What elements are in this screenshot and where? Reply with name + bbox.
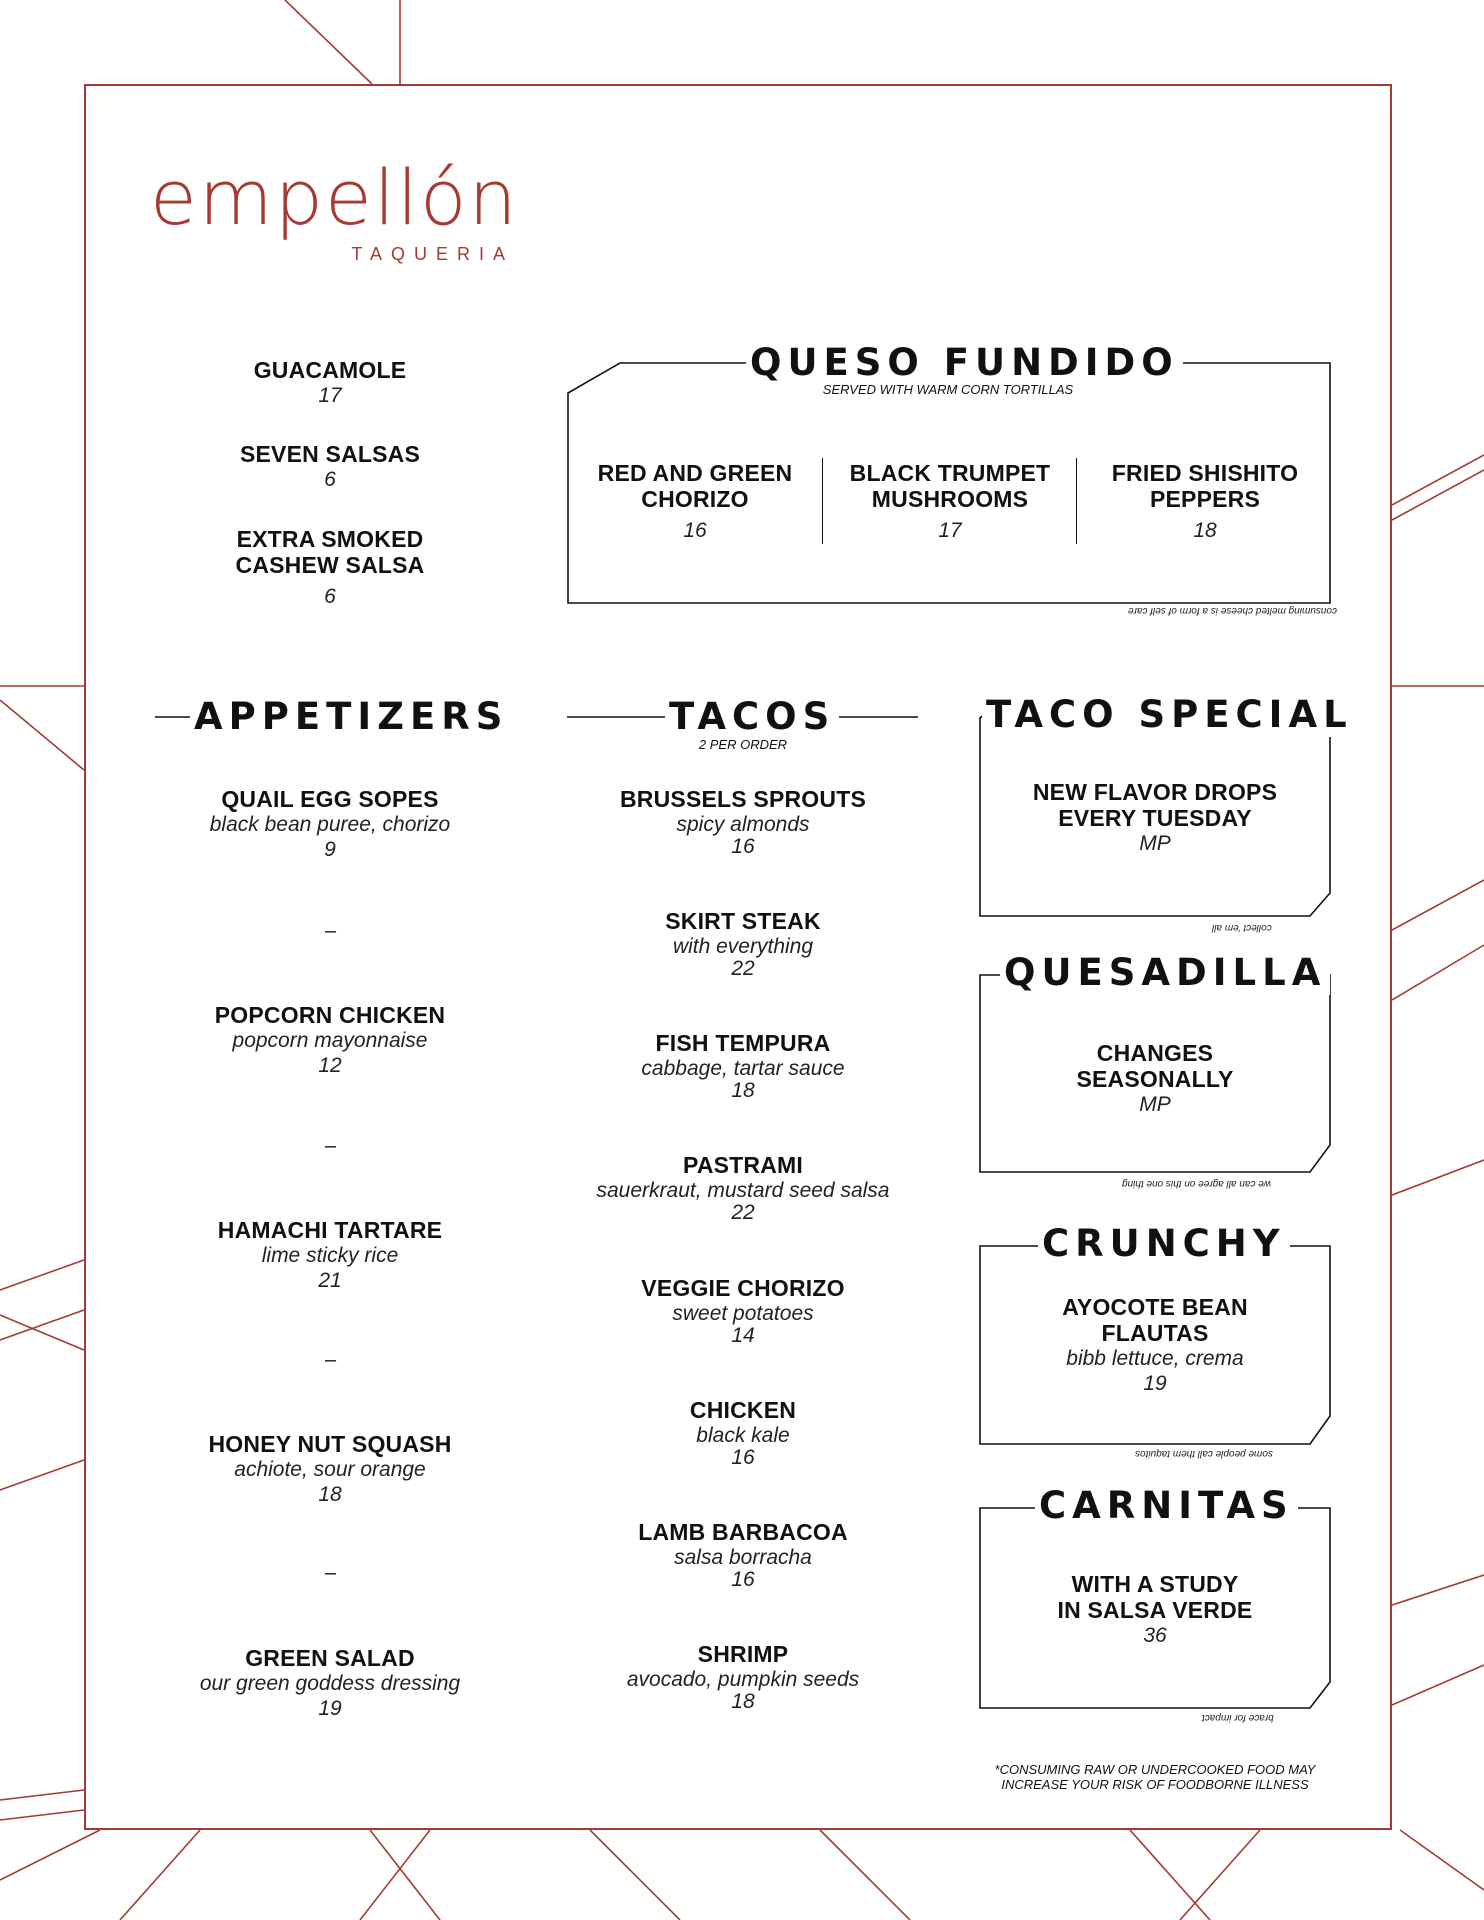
queso-item (845, 460, 1055, 543)
crunchy-title: CRUNCHY (1038, 1222, 1290, 1266)
appetizer-separator: – (325, 920, 337, 942)
taco-item (573, 908, 913, 981)
queso-fundido-title: QUESO FUNDIDO (746, 341, 1183, 385)
appetizer-item (170, 1217, 490, 1293)
queso-divider (822, 458, 823, 544)
item-price: 21 (318, 1269, 342, 1292)
taco-item (573, 1030, 913, 1103)
item-price: 19 (1143, 1372, 1167, 1395)
item-description: achiote, sour orange (234, 1458, 426, 1481)
appetizer-separator: – (325, 1562, 337, 1584)
item-name: SEVEN SALSAS (239, 441, 421, 467)
queso-item (590, 460, 800, 543)
appetizer-item (170, 1645, 490, 1721)
item-name: BRUSSELS SPROUTS (619, 786, 866, 812)
item-price: 16 (683, 519, 707, 542)
tacos-subtitle: 2 PER ORDER (698, 737, 788, 752)
item-description: lime sticky rice (261, 1244, 399, 1267)
item-price: 18 (318, 1483, 342, 1506)
item-name: VEGGIE CHORIZO (641, 1275, 845, 1301)
item-name: GREEN SALAD (245, 1645, 415, 1671)
item-name: RED AND GREEN CHORIZO (597, 460, 793, 512)
starter-item (200, 441, 460, 492)
tacos-title: TACOS (665, 695, 839, 739)
item-price: 6 (324, 468, 336, 491)
queso-note: consuming melted cheese is a form of self care (1128, 605, 1337, 616)
item-price: 16 (731, 835, 755, 858)
brand-subtitle: TAQUERIA (351, 244, 514, 264)
appetizer-item (170, 1431, 490, 1507)
item-price: 18 (1193, 519, 1217, 542)
item-description: our green goddess dressing (199, 1672, 461, 1695)
item-name: SKIRT STEAK (665, 908, 821, 934)
item-price: 16 (731, 1568, 755, 1591)
special-item (990, 1040, 1320, 1117)
special-item (990, 779, 1320, 856)
queso-divider (1076, 458, 1077, 544)
brand-logo (150, 153, 520, 270)
item-name: HAMACHI TARTARE (217, 1217, 443, 1243)
item-price: MP (1139, 1093, 1171, 1116)
appetizer-item (170, 786, 490, 862)
appetizer-separator: – (325, 1349, 337, 1371)
item-description: black bean puree, chorizo (209, 813, 451, 836)
item-price: 18 (731, 1079, 755, 1102)
item-price: 14 (731, 1324, 755, 1347)
item-price: 22 (731, 1201, 755, 1224)
item-description: with everything (672, 935, 814, 958)
appetizer-item (170, 1002, 490, 1078)
item-price: 17 (938, 519, 962, 542)
item-price: 19 (318, 1697, 342, 1720)
item-price: 36 (1143, 1624, 1167, 1647)
appetizers-title: APPETIZERS (190, 695, 512, 739)
taco-special-note: collect 'em all (1212, 922, 1272, 933)
queso-fundido-subtitle: SERVED WITH WARM CORN TORTILLAS (822, 382, 1074, 397)
brand-name: empellón (150, 153, 519, 242)
item-name: FISH TEMPURA (655, 1030, 831, 1056)
item-name: PASTRAMI (682, 1152, 803, 1178)
appetizer-separator: – (325, 1135, 337, 1157)
item-description: avocado, pumpkin seeds (626, 1668, 860, 1691)
item-name: LAMB BARBACOA (638, 1519, 848, 1545)
item-description: popcorn mayonnaise (232, 1029, 428, 1052)
food-safety-note: *CONSUMING RAW OR UNDERCOOKED FOOD MAY INCREASE YOUR RISK OF FOODBORNE ILLNESS (994, 1762, 1316, 1792)
carnitas-note: brace for impact (1202, 1712, 1274, 1723)
item-name: QUAIL EGG SOPES (221, 786, 439, 812)
quesadilla-title: QUESADILLA (1000, 951, 1330, 995)
item-price: 9 (324, 838, 336, 861)
item-name: SHRIMP (697, 1641, 789, 1667)
item-price: 22 (731, 957, 755, 980)
item-description: cabbage, tartar sauce (641, 1057, 845, 1080)
taco-item (573, 1397, 913, 1470)
item-name: NEW FLAVOR DROPS EVERY TUESDAY (1032, 779, 1278, 831)
starter-item (200, 357, 460, 408)
item-name: GUACAMOLE (253, 357, 407, 383)
item-description: salsa borracha (674, 1546, 812, 1569)
quesadilla-note: we can all agree on this one thing (1122, 1178, 1271, 1189)
crunchy-note: some people call them taquitos (1135, 1448, 1273, 1459)
item-name: WITH A STUDY IN SALSA VERDE (1057, 1571, 1253, 1623)
item-description: black kale (696, 1424, 790, 1447)
queso-item (1100, 460, 1310, 543)
item-name: BLACK TRUMPET MUSHROOMS (849, 460, 1051, 512)
carnitas-title: CARNITAS (1035, 1484, 1298, 1528)
item-price: 6 (324, 585, 336, 608)
item-name: AYOCOTE BEAN FLAUTAS (1062, 1294, 1248, 1346)
item-price: 17 (318, 384, 342, 407)
item-name: POPCORN CHICKEN (214, 1002, 446, 1028)
taco-item (573, 1519, 913, 1592)
item-description: sweet potatoes (672, 1302, 814, 1325)
item-description: spicy almonds (676, 813, 810, 836)
item-name: CHANGES SEASONALLY (1076, 1040, 1234, 1092)
item-description: sauerkraut, mustard seed salsa (596, 1179, 890, 1202)
item-price: 16 (731, 1446, 755, 1469)
taco-special-title: TACO SPECIAL (982, 693, 1357, 737)
taco-item (573, 786, 913, 859)
starter-item (200, 526, 460, 609)
special-item (990, 1571, 1320, 1648)
item-price: 18 (731, 1690, 755, 1713)
item-name: CHICKEN (689, 1397, 797, 1423)
item-name: FRIED SHISHITO PEPPERS (1111, 460, 1299, 512)
item-price: MP (1139, 832, 1171, 855)
taco-item (573, 1152, 913, 1225)
item-description: bibb lettuce, crema (1066, 1347, 1244, 1370)
taco-item (573, 1641, 913, 1714)
item-price: 12 (318, 1054, 342, 1077)
item-name: HONEY NUT SQUASH (208, 1431, 452, 1457)
special-item (990, 1294, 1320, 1396)
item-name: EXTRA SMOKED CASHEW SALSA (235, 526, 425, 578)
taco-item (573, 1275, 913, 1348)
